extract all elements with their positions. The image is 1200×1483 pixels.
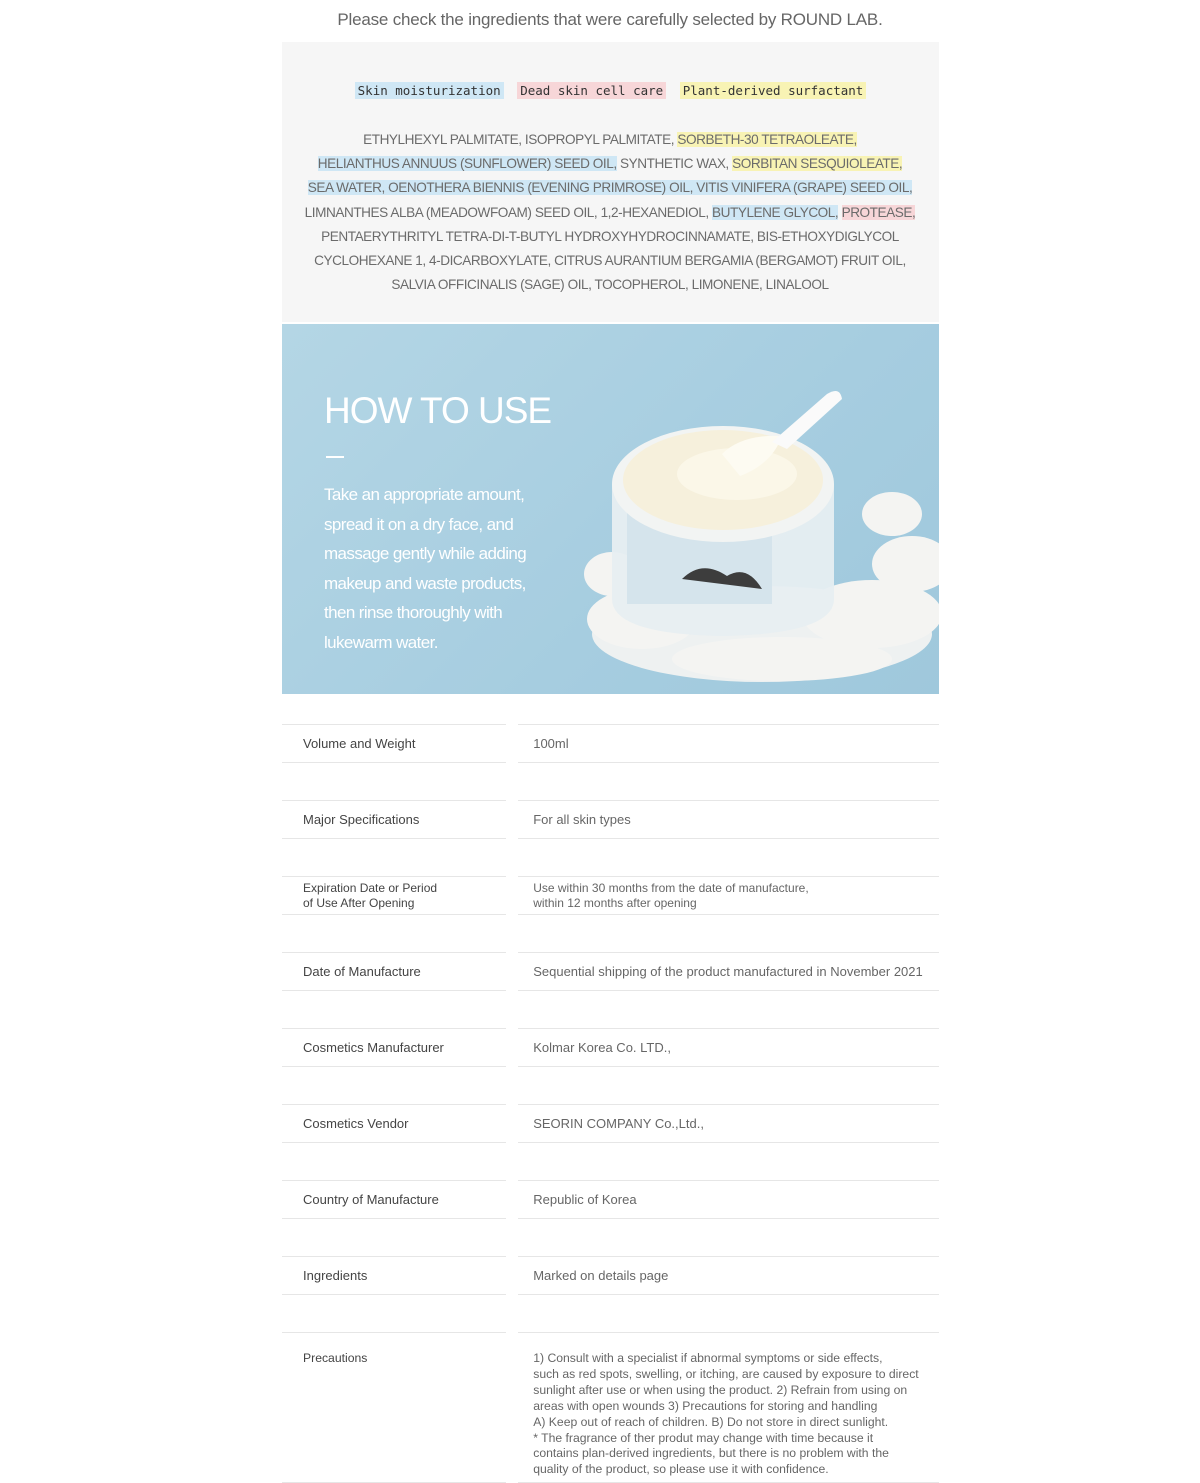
spec-label [282, 877, 506, 915]
instruction-line: Take an appropriate amount, [324, 485, 525, 504]
ingredient-line [290, 176, 930, 200]
table-row [282, 725, 939, 763]
spec-value: Sequential shipping of the product manufactured in November 2021 [518, 953, 939, 991]
precaution-line: A) Keep out of reach of children. B) Do not store in direct sunlight. [533, 1414, 889, 1429]
table-row [282, 1333, 939, 1483]
ingredient-text: ETHYLHEXYL PALMITATE, ISOPROPYL PALMITATE, [363, 132, 678, 147]
table-row [282, 801, 939, 839]
legend-dead-skin-cell-care: Dead skin cell care [517, 82, 666, 99]
highlighted-ingredient: SORBITAN SESQUIOLEATE, [732, 156, 903, 172]
highlighted-ingredient: BUTYLENE GLYCOL, [711, 204, 839, 220]
highlighted-ingredient: SORBETH-30 TETRAOLEATE, [677, 132, 857, 147]
spec-label: Country of Manufacture [282, 1181, 506, 1219]
spec-label: Date of Manufacture [282, 953, 506, 991]
spec-value-line: within 12 months after opening [533, 895, 697, 910]
table-row [282, 953, 939, 991]
how-to-use-instructions [324, 480, 564, 657]
precaution-line: sunlight after use or when using the product. 2) Refrain from using on [533, 1382, 908, 1397]
precaution-line: quality of the product, so please use it with confidence. [533, 1462, 829, 1477]
precaution-line: * The fragrance of ther produt may change with time because it [533, 1430, 874, 1445]
spec-value [518, 877, 939, 915]
ingredients-legend [282, 82, 939, 99]
spec-label: Cosmetics Vendor [282, 1105, 506, 1143]
precaution-line: areas with open wounds 3) Precautions for storing and handling [533, 1398, 878, 1413]
ingredients-list [290, 128, 930, 297]
highlighted-ingredient: SEA WATER, OENOTHERA BIENNIS (EVENING PRIMROSE) OIL, VITIS VINIFERA (GRAPE) SEED OIL, [307, 180, 913, 196]
spec-value: For all skin types [518, 801, 939, 839]
spec-value: Kolmar Korea Co. LTD., [518, 1029, 939, 1067]
ingredient-text: SYNTHETIC WAX, [616, 156, 733, 172]
precaution-line: contains plan-derived ingredients, but there is no problem with the [533, 1446, 889, 1461]
spec-value: Republic of Korea [518, 1181, 939, 1219]
table-row [282, 1257, 939, 1295]
product-info-table [282, 724, 939, 1483]
ingredient-line [290, 273, 930, 297]
table-row [282, 1029, 939, 1067]
jar [612, 391, 842, 636]
spec-value: SEORIN COMPANY Co.,Ltd., [518, 1105, 939, 1143]
how-to-use-panel [282, 324, 939, 694]
spec-label: Cosmetics Manufacturer [282, 1029, 506, 1067]
spec-label: Volume and Weight [282, 725, 506, 763]
legend-plant-derived-surfactant: Plant-derived surfactant [680, 82, 867, 99]
instruction-line: lukewarm water. [324, 632, 438, 652]
spec-label-line: Expiration Date or Period [303, 880, 438, 895]
spec-value: Marked on details page [518, 1257, 939, 1295]
table-row [282, 877, 939, 915]
spec-label: Precautions [282, 1333, 506, 1483]
ingredient-text: SALVIA OFFICINALIS (SAGE) OIL, TOCOPHEROL, LIMONENE, LINALOOL [391, 277, 829, 293]
title-divider [326, 456, 344, 458]
highlighted-ingredient: PROTEASE, [841, 204, 916, 220]
instruction-line: then rinse thoroughly with [324, 603, 503, 622]
intro-text: Please check the ingredients that were carefully selected by ROUND LAB. [337, 10, 883, 29]
precaution-line: 1) Consult with a specialist if abnormal symptoms or side effects, [533, 1351, 883, 1365]
ingredient-text: CYCLOHEXANE 1, 4-DICARBOXYLATE, CITRUS AURANTIUM BERGAMIA (BERGAMOT) FRUIT OIL, [314, 253, 906, 269]
how-to-use-title: HOW TO USE [324, 390, 552, 431]
ingredient-line [290, 249, 930, 273]
instruction-line: spread it on a dry face, and [324, 514, 514, 534]
table-row [282, 1105, 939, 1143]
spec-label: Ingredients [282, 1257, 506, 1295]
ingredient-line [290, 152, 930, 176]
precautions-text [518, 1333, 939, 1483]
product-jar-image [572, 364, 939, 694]
spec-label-line: of Use After Opening [303, 895, 415, 910]
spec-value-line: Use within 30 months from the date of manufacture, [533, 880, 809, 895]
ingredient-line [290, 128, 930, 152]
instruction-line: massage gently while adding [324, 544, 527, 563]
spec-label: Major Specifications [282, 801, 506, 839]
ingredient-text: PENTAERYTHRITYL TETRA-DI-T-BUTYL HYDROXYHYDROCINNAMATE, BIS-ETHOXYDIGLYCOL [321, 228, 899, 244]
instruction-line: makeup and waste products, [324, 573, 526, 593]
ingredient-line [290, 201, 930, 225]
ingredient-line [290, 225, 930, 249]
highlighted-ingredient: HELIANTHUS ANNUUS (SUNFLOWER) SEED OIL, [317, 156, 617, 172]
precaution-line: such as red spots, swelling, or itching, are caused by exposure to direct [533, 1366, 919, 1381]
spec-value: 100ml [518, 725, 939, 763]
ingredient-text: LIMNANTHES ALBA (MEADOWFOAM) SEED OIL, 1,2-HEXANEDIOL, [304, 204, 712, 220]
legend-skin-moisturization: Skin moisturization [355, 82, 504, 99]
